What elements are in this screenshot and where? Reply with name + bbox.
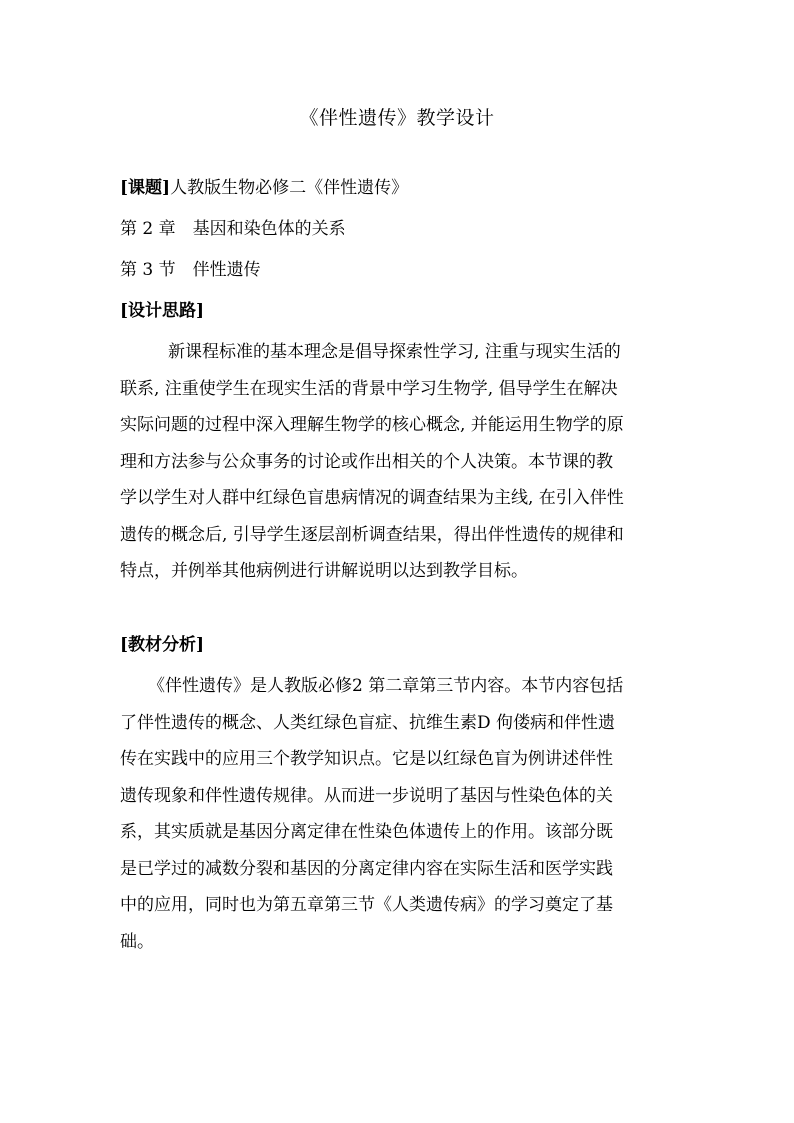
section-line: 第 3 节 伴性遗传: [120, 260, 261, 280]
design-line: 联系, 注重使学生在现实生活的背景中学习生物学, 倡导学生在解决: [120, 378, 618, 399]
design-heading: [设计思路]: [120, 301, 205, 321]
analysis-line: 遗传现象和伴性遗传规律。从而进一步说明了基因与性染色体的关: [120, 785, 613, 806]
analysis-line: 是已学过的减数分裂和基因的分离定律内容在实际生活和医学实践: [120, 858, 613, 879]
analysis-line: 系，其实质就是基因分离定律在性染色体遗传上的作用。该部分既: [120, 822, 613, 842]
lesson-text: 人教版生物必修二《伴性遗传》: [170, 178, 409, 198]
analysis-paragraph: [120, 668, 677, 960]
design-line: 遗传的概念后, 引导学生逐层剖析调查结果，得出伴性遗传的规律和: [120, 524, 624, 545]
analysis-line: 了伴性遗传的概念、人类红绿色盲症、抗维生素D 佝偻病和伴性遗: [120, 712, 616, 733]
design-line: 学以学生对人群中红绿色盲患病情况的调查结果为主线, 在引入伴性: [120, 488, 624, 508]
analysis-line: 础。: [120, 931, 154, 952]
analysis-heading: [教材分析]: [120, 635, 205, 655]
lesson-line: [120, 174, 408, 202]
design-line: 实际问题的过程中深入理解生物学的核心概念, 并能运用生物学的原: [120, 415, 624, 435]
design-line: 理和方法参与公众事务的讨论或作出相关的个人决策。本节课的教: [120, 451, 613, 472]
design-line: 新课程标准的基本理念是倡导探索性学习, 注重与现实生活的: [168, 342, 621, 362]
analysis-line: 中的应用，同时也为第五章第三节《人类遗传病》的学习奠定了基: [120, 895, 613, 915]
analysis-line: 传在实践中的应用三个教学知识点。它是以红绿色盲为例讲述伴性: [120, 749, 613, 769]
chapter-line: 第 2 章 基因和染色体的关系: [120, 219, 346, 239]
document-title: 《伴性遗传》教学设计: [299, 107, 495, 129]
design-line: 特点，并例举其他病例进行讲解说明以达到教学目标。: [120, 561, 528, 581]
design-paragraph: [120, 334, 677, 590]
analysis-line: 《伴性遗传》是人教版必修2 第二章第三节内容。本节内容包括: [148, 676, 624, 696]
lesson-label: [课题]: [120, 178, 171, 198]
